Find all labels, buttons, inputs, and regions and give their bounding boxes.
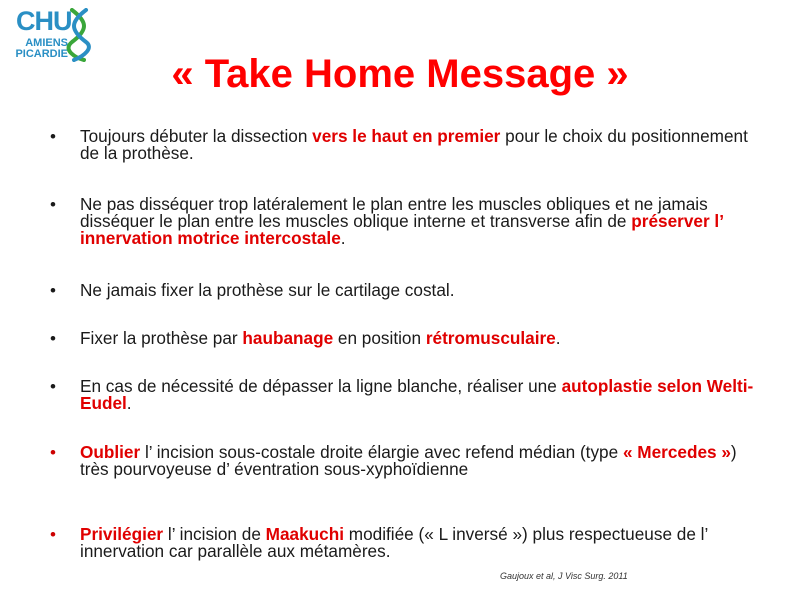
bullet-text: l’ incision sous-costale droite élargie avec refend médian (type xyxy=(140,442,623,462)
bullet-item xyxy=(50,330,561,347)
bullet-highlight: Oublier xyxy=(80,442,141,462)
bullet-text: . xyxy=(555,328,561,348)
bullet-text: Fixer la prothèse par xyxy=(80,328,243,348)
bullet-highlight: préserver l’ innervation motrice intercostale xyxy=(80,211,724,248)
bullet-text: Toujours débuter la dissection xyxy=(80,126,313,146)
bullet-highlight: Maakuchi xyxy=(265,524,344,544)
bullet-dot: • xyxy=(50,377,56,396)
bullet-highlight: « Mercedes » xyxy=(622,442,731,462)
bullet-highlight: rétromusculaire xyxy=(425,328,556,348)
logo-chu-text: CHU xyxy=(16,6,72,36)
bullet-dot: • xyxy=(50,525,56,544)
bullet-text: Ne pas disséquer trop latéralement le plan entre les muscles obliques et ne jamais disséquer le plan entre les muscles oblique interne et transverse afin de xyxy=(80,194,708,231)
bullet-dot: • xyxy=(50,329,56,348)
bullet-highlight: autoplastie selon Welti-Eudel xyxy=(80,376,754,413)
bullet-text: . xyxy=(126,393,132,413)
bullet-dot: • xyxy=(50,281,56,300)
bullet-item xyxy=(50,128,770,162)
bullet-text: Ne jamais fixer la prothèse sur le cartilage costal. xyxy=(80,280,455,300)
logo-amiens-text: AMIENS xyxy=(25,37,68,49)
bullet-text: modifiée (« L inversé ») plus respectueuse de l’ innervation car parallèle aux métamères. xyxy=(80,524,708,561)
bullet-dot: • xyxy=(50,195,56,214)
bullet-highlight: haubanage xyxy=(242,328,334,348)
slide-title: « Take Home Message » xyxy=(171,52,629,96)
bullet-item xyxy=(50,526,770,560)
bullet-highlight: vers le haut en premier xyxy=(312,126,501,146)
bullet-item xyxy=(50,196,770,247)
bullet-text: ) très pourvoyeuse d’ éventration sous-xyphoïdienne xyxy=(80,442,737,479)
bullet-text: . xyxy=(340,228,346,248)
bullet-item xyxy=(50,282,454,299)
bullet-text: en position xyxy=(333,328,426,348)
bullet-item xyxy=(50,378,770,412)
bullet-dot: • xyxy=(50,127,56,146)
bullet-item xyxy=(50,444,770,478)
bullet-dot: • xyxy=(50,443,56,462)
logo-picardie-text: PICARDIE xyxy=(15,48,68,60)
bullet-highlight: Privilégier xyxy=(80,524,164,544)
bullet-text: pour le choix du positionnement de la prothèse. xyxy=(80,126,748,163)
citation: Gaujoux et al, J Visc Surg. 2011 xyxy=(500,571,628,581)
bullet-text: l’ incision de xyxy=(163,524,266,544)
bullet-text: En cas de nécessité de dépasser la ligne blanche, réaliser une xyxy=(80,376,562,396)
